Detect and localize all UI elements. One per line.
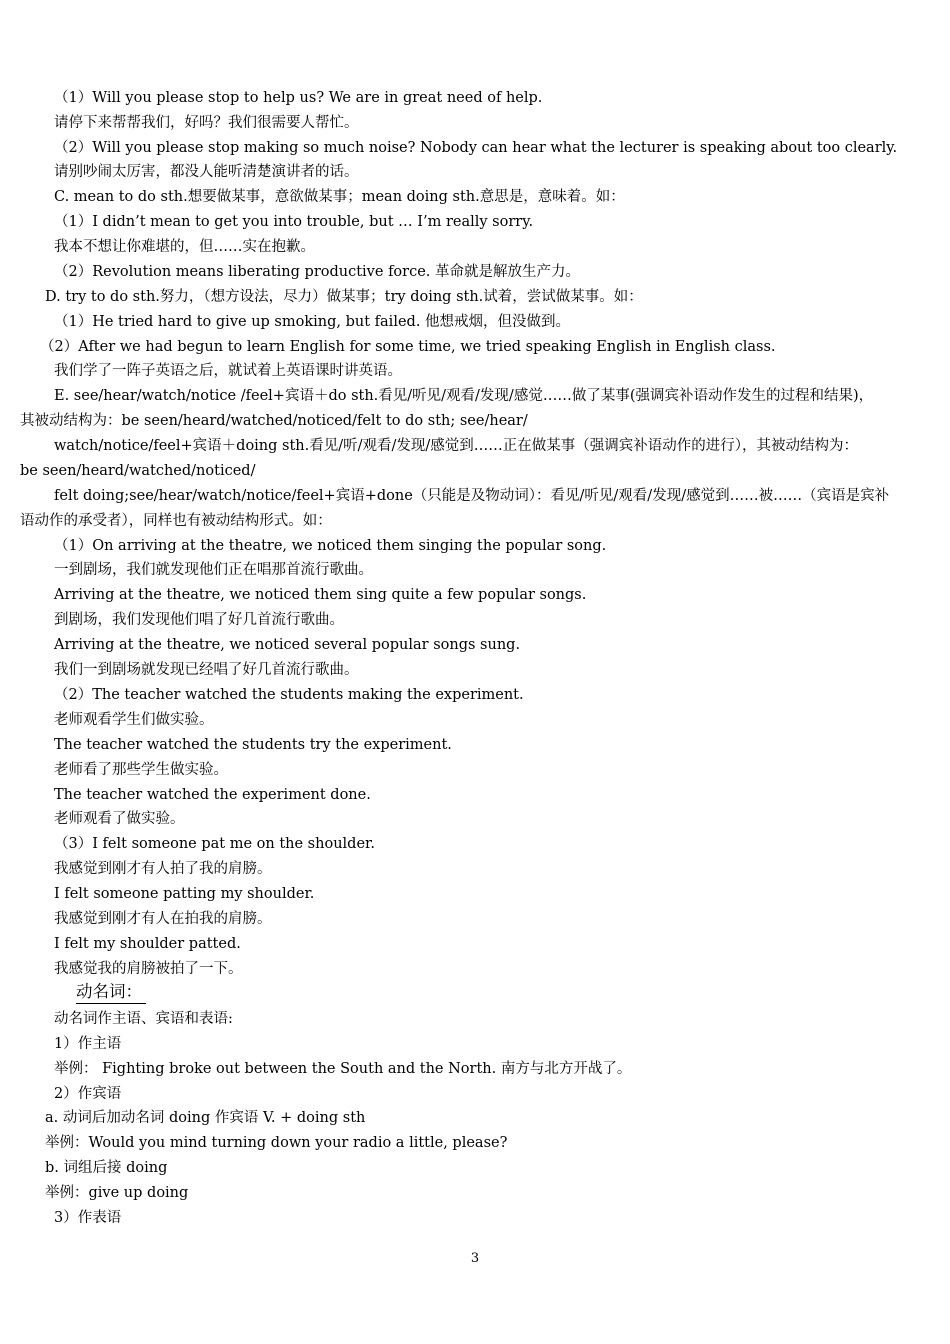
text-line: 1）作主语 <box>54 1036 122 1052</box>
text-line: The teacher watched the experiment done. <box>54 787 371 803</box>
text-line: 其被动结构为：be seen/heard/watched/noticed/felt to do sth; see/hear/ <box>20 413 528 429</box>
text-line: 老师看了那些学生做实验。 <box>54 762 228 778</box>
text-line: 我感觉到刚才有人拍了我的肩膀。 <box>54 861 272 877</box>
text-line: 动名词作主语、宾语和表语: <box>54 1011 233 1027</box>
text-line: I felt someone patting my shoulder. <box>54 886 315 902</box>
text-line: 一到剧场，我们就发现他们正在唱那首流行歌曲。 <box>54 562 373 578</box>
page-number: 3 <box>470 1251 480 1266</box>
text-line: （3）I felt someone pat me on the shoulder. <box>54 836 375 852</box>
text-line: 老师观看学生们做实验。 <box>54 712 214 728</box>
text-line: （2）Revolution means liberating productive force. 革命就是解放生产力。 <box>54 264 581 280</box>
text-line: b. 词组后接 doing <box>45 1160 168 1176</box>
text-line: E. see/hear/watch/notice /feel+宾语＋do sth.看见/听见/观看/发现/感觉……做了某事(强调宾补语动作发生的过程和结果)， <box>54 388 874 404</box>
text-line: （1）On arriving at the theatre, we noticed them singing the popular song. <box>54 538 607 554</box>
text-line: D. try to do sth.努力，（想方设法，尽力）做某事；try doing sth.试着，尝试做某事。如： <box>45 289 643 305</box>
text-line: 我感觉我的肩膀被拍了一下。 <box>54 961 243 977</box>
text-line: 我们学了一阵子英语之后，就试着上英语课时讲英语。 <box>54 363 402 379</box>
section-heading: 动名词： <box>76 981 146 1004</box>
text-line: a. 动词后加动名词 doing 作宾语 V. + doing sth <box>45 1110 366 1126</box>
text-line: 2）作宾语 <box>54 1086 122 1102</box>
text-line: （1）He tried hard to give up smoking, but failed. 他想戒烟，但没做到。 <box>54 314 571 330</box>
text-line: watch/notice/feel+宾语＋doing sth.看见/听/观看/发现/感觉到……正在做某事（强调宾补语动作的进行），其被动结构为： <box>54 438 859 454</box>
text-line: 请停下来帮帮我们，好吗？我们很需要人帮忙。 <box>54 115 359 131</box>
text-line: （1）I didn’t mean to get you into trouble, but … I’m really sorry. <box>54 214 534 230</box>
text-line: 举例：Would you mind turning down your radio a little, please? <box>45 1135 508 1151</box>
text-line: 我感觉到刚才有人在拍我的肩膀。 <box>54 911 272 927</box>
text-line: 我本不想让你难堪的，但……实在抱歉。 <box>54 239 315 255</box>
text-line: C. mean to do sth.想要做某事，意欲做某事；mean doing sth.意思是，意味着。如： <box>54 189 625 205</box>
text-line: 老师观看了做实验。 <box>54 811 185 827</box>
text-line: Arriving at the theatre, we noticed them sing quite a few popular songs. <box>54 587 587 603</box>
text-line: felt doing;see/hear/watch/notice/feel+宾语+done（只能是及物动词）：看见/听见/观看/发现/感觉到……被……（宾语是宾补 <box>54 488 890 504</box>
text-line: 举例：give up doing <box>45 1185 189 1201</box>
text-line: （1）Will you please stop to help us? We are in great need of help. <box>54 90 543 106</box>
text-line: Arriving at the theatre, we noticed several popular songs sung. <box>54 637 521 653</box>
text-line: be seen/heard/watched/noticed/ <box>20 463 256 479</box>
text-line: （2）After we had begun to learn English for some time, we tried speaking English in English class. <box>40 339 776 355</box>
text-line: 语动作的承受者），同样也有被动结构形式。如： <box>20 513 332 529</box>
text-line: The teacher watched the students try the experiment. <box>54 737 452 753</box>
text-line: 请别吵闹太厉害，都没人能听清楚演讲者的话。 <box>54 164 359 180</box>
text-line: 我们一到剧场就发现已经唱了好几首流行歌曲。 <box>54 662 359 678</box>
text-line: （2）The teacher watched the students making the experiment. <box>54 687 524 703</box>
text-line: 举例： Fighting broke out between the South and the North. 南方与北方开战了。 <box>54 1061 632 1077</box>
text-line: （2）Will you please stop making so much noise? Nobody can hear what the lecturer is speaking about too clearly. <box>54 140 898 156</box>
text-line: 3）作表语 <box>54 1210 122 1226</box>
text-line: I felt my shoulder patted. <box>54 936 241 952</box>
text-line: 到剧场，我们发现他们唱了好几首流行歌曲。 <box>54 612 344 628</box>
